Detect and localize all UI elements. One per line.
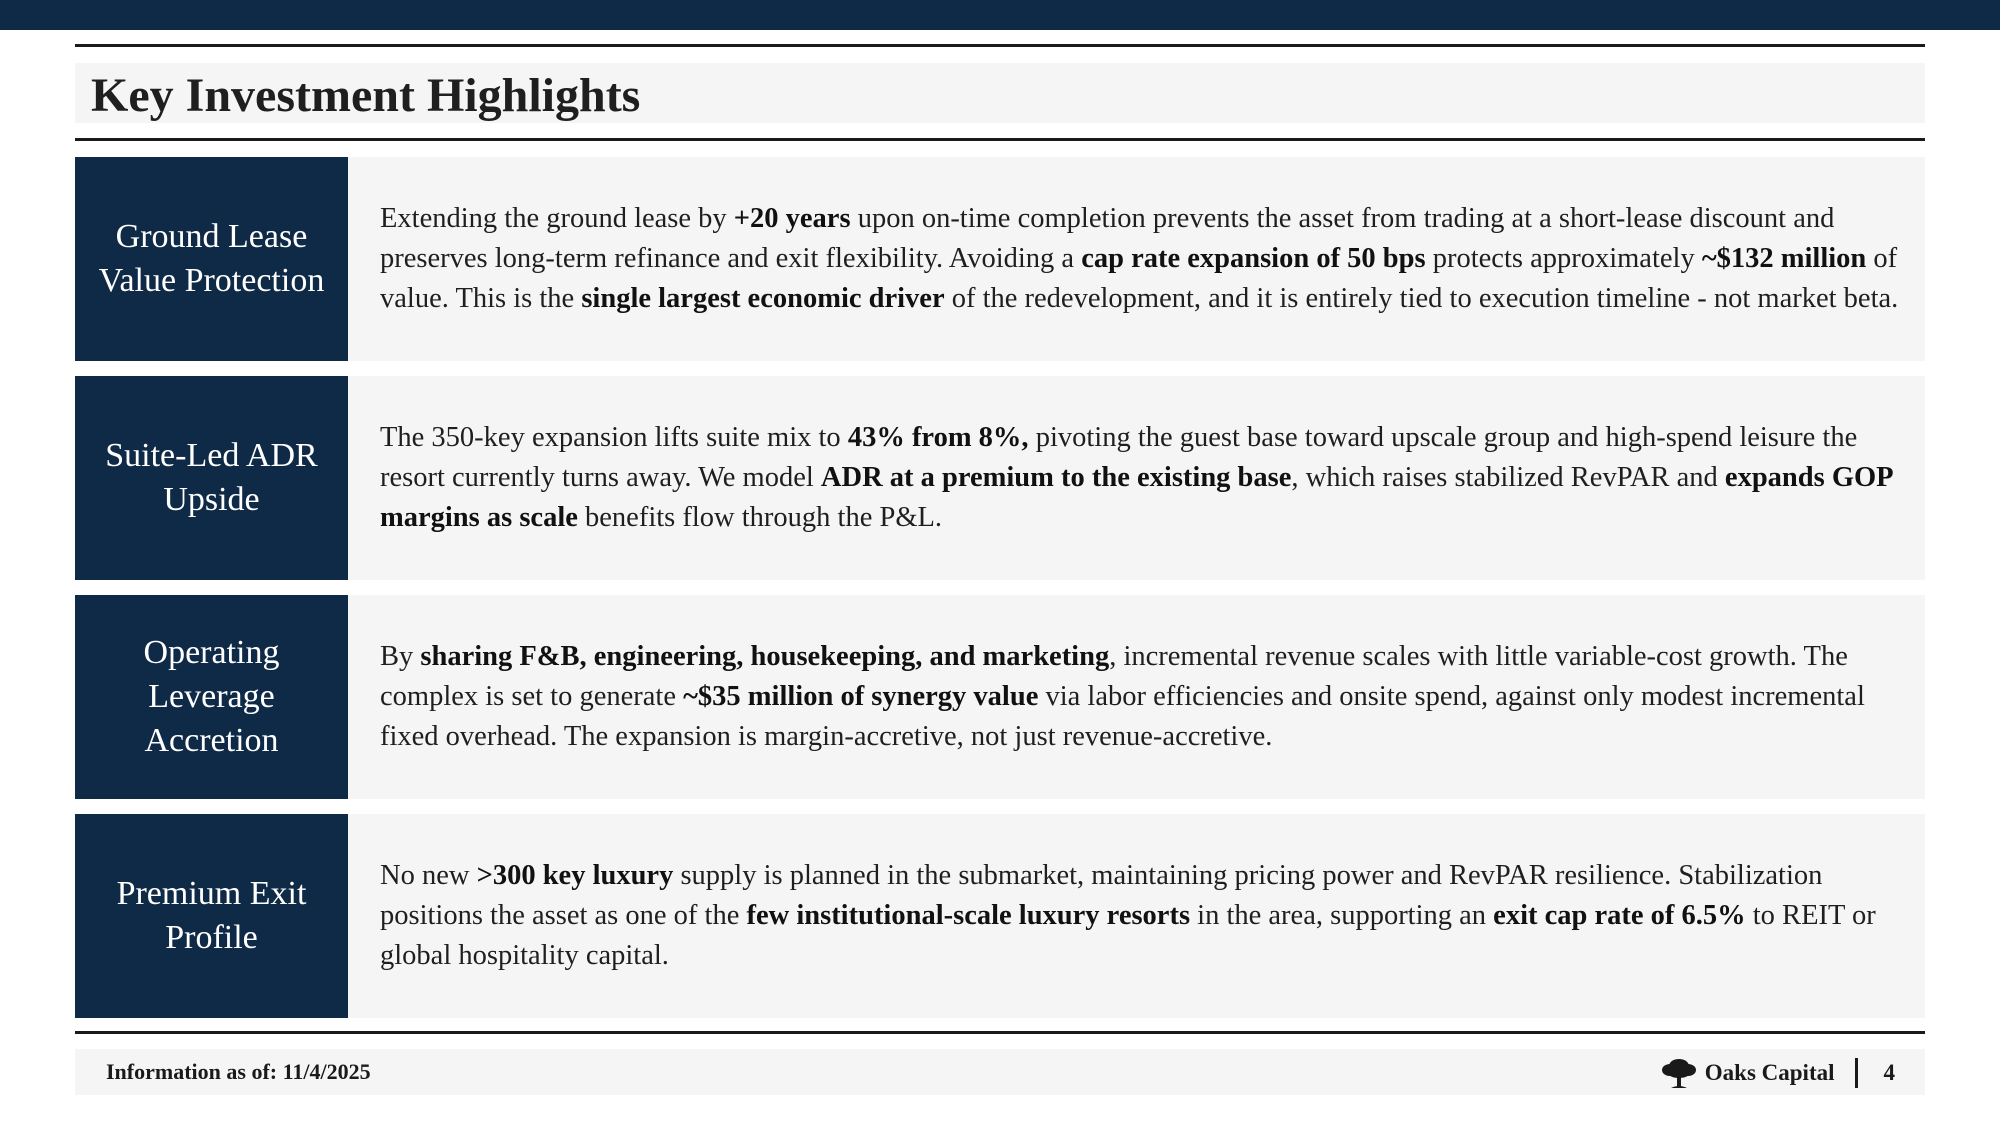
emphasis-text: 43% from 8%, (847, 422, 1029, 453)
highlight-row (75, 376, 1925, 580)
highlight-label (75, 595, 348, 799)
highlight-row (75, 814, 1925, 1018)
highlight-label-line: Leverage (148, 678, 275, 715)
highlight-label-line: Profile (165, 919, 258, 956)
highlight-label-line: Suite-Led ADR (105, 437, 318, 474)
highlight-label-line: Operating (143, 634, 280, 671)
highlight-label-line: Accretion (144, 722, 279, 759)
body-text: in the area, supporting an (1190, 900, 1494, 931)
footer-brand (1661, 1055, 1895, 1091)
body-text: By (380, 641, 421, 672)
highlight-label-line: Upside (163, 481, 260, 518)
oak-tree-icon (1661, 1055, 1697, 1091)
highlight-label-line: Value Protection (98, 262, 325, 299)
highlight-row (75, 595, 1925, 799)
footer-divider (1855, 1058, 1858, 1088)
top-banner (0, 0, 2000, 30)
body-text: The 350-key expansion lifts suite mix to (380, 422, 848, 453)
title-top-rule (75, 44, 1925, 47)
emphasis-text: few institutional-scale luxury resorts (746, 900, 1191, 931)
highlight-text (380, 199, 1911, 319)
body-text: Extending the ground lease by (380, 203, 734, 234)
highlight-text (380, 418, 1911, 538)
title-bottom-rule (75, 138, 1925, 141)
highlight-body (348, 814, 1925, 1018)
emphasis-text: sharing F&B, engineering, housekeeping, and marketing (420, 641, 1110, 672)
body-text: protects approximately (1425, 243, 1702, 274)
body-text: to REIT or global hospitality capital. (380, 900, 1876, 971)
highlight-body (348, 376, 1925, 580)
body-text: of the redevelopment, and it is entirely tied to execution timeline - not market beta. (944, 283, 1899, 314)
body-text: No new (380, 860, 477, 891)
highlight-label (75, 157, 348, 361)
highlight-label (75, 814, 348, 1018)
body-text: upon on-time completion prevents the asset from trading at a short-lease discount and preserves long-term refinance and exit flexibility. Avoiding a (380, 203, 1835, 274)
body-text: , incremental revenue scales with little variable-cost growth. The complex is set to generate (380, 641, 1848, 712)
brand-name: Oaks Capital (1704, 1060, 1835, 1085)
body-text: of value. This is the (380, 243, 1898, 314)
highlight-text (380, 856, 1911, 976)
emphasis-text: exit cap rate of 6.5% (1493, 900, 1746, 931)
footer-rule (75, 1031, 1925, 1034)
emphasis-text: ~$132 million (1701, 243, 1867, 274)
emphasis-text: ADR at a premium to the existing base (820, 462, 1292, 493)
body-text: , which raises stabilized RevPAR and (1291, 462, 1725, 493)
body-text: via labor efficiencies and onsite spend, against only modest incremental fixed overhead. The expansion is margin-accretive, not just revenue-accretive. (380, 681, 1865, 752)
info-date: Information as of: 11/4/2025 (106, 1059, 371, 1084)
emphasis-text: single largest economic driver (581, 283, 945, 314)
highlight-row (75, 157, 1925, 361)
highlight-text (380, 637, 1911, 757)
highlight-label-line: Premium Exit (116, 875, 307, 912)
highlight-body (348, 595, 1925, 799)
emphasis-text: cap rate expansion of 50 bps (1081, 243, 1426, 274)
body-text: supply is planned in the submarket, maintaining pricing power and RevPAR resilience. Stabilization positions the asset as one of the (380, 860, 1823, 931)
emphasis-text: >300 key luxury (476, 860, 674, 891)
emphasis-text: +20 years (733, 203, 851, 234)
highlight-body (348, 157, 1925, 361)
emphasis-text: expands GOP margins as scale (380, 462, 1893, 533)
highlight-label-line: Ground Lease (115, 218, 308, 255)
body-text: pivoting the guest base toward upscale group and high-spend leisure the resort currently turns away. We model (380, 422, 1858, 493)
emphasis-text: ~$35 million of synergy value (683, 681, 1039, 712)
page-title: Key Investment Highlights (91, 69, 641, 122)
page-number: 4 (1883, 1060, 1895, 1085)
highlight-label (75, 376, 348, 580)
body-text: benefits flow through the P&L. (577, 502, 943, 533)
